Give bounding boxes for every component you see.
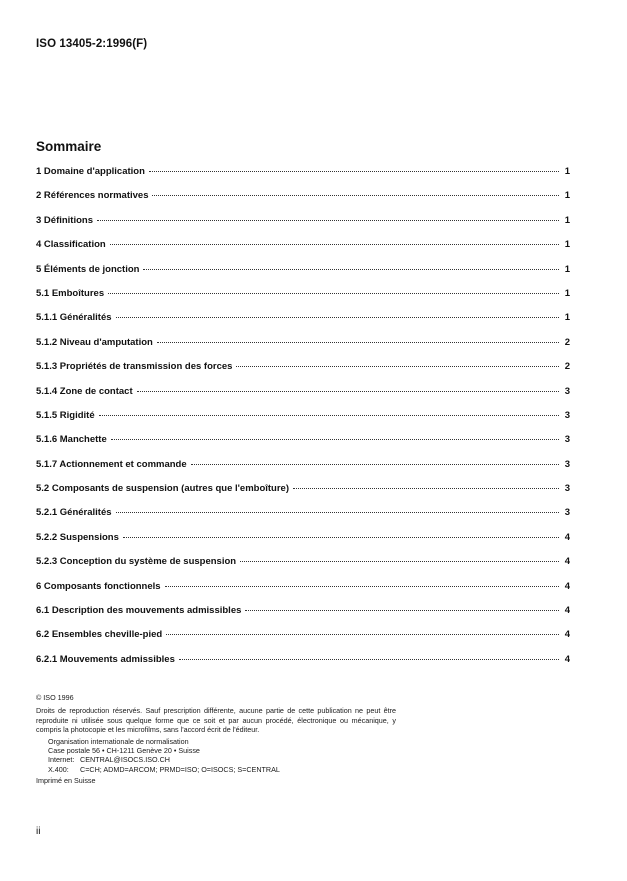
internet-row (48, 755, 396, 764)
toc-entry-page: 4 (564, 580, 570, 592)
toc-entry-label: 5.1.4 Zone de contact (36, 385, 133, 397)
rights-notice: Droits de reproduction réservés. Sauf prescription différente, aucune partie de cette publication ne peut être reproduite ni utilisée sous quelque forme que ce soit et par aucun procédé, électronique ou mécanique, y compris la photocopie et les microfilms, sans l'accord écrit de l'éditeur. (36, 706, 396, 735)
toc-dot-leader (293, 488, 559, 489)
toc-dot-leader (116, 512, 559, 513)
toc-entry[interactable] (36, 190, 570, 214)
toc-entry[interactable] (36, 459, 570, 483)
toc-entry-page: 3 (564, 483, 570, 495)
toc-entry[interactable] (36, 581, 570, 605)
toc-entry[interactable] (36, 337, 570, 361)
toc-entry-label: 5.1 Emboîtures (36, 287, 105, 299)
toc-dot-leader (157, 342, 559, 343)
toc-entry[interactable] (36, 410, 570, 434)
organisation-name: Organisation internationale de normalisation (48, 736, 189, 746)
toc-entry-label: 5.2 Composants de suspension (autres que l'emboîture) (36, 483, 290, 495)
toc-entry[interactable] (36, 166, 570, 190)
toc-entry[interactable] (36, 264, 570, 288)
toc-entry-label: 6 Composants fonctionnels (36, 580, 161, 592)
toc-entry-label: 5.1.6 Manchette (36, 434, 107, 446)
toc-dot-leader (143, 269, 559, 270)
toc-dot-leader (108, 293, 559, 294)
toc-dot-leader (111, 439, 559, 440)
toc-entry-label: 4 Classification (36, 239, 106, 251)
toc-entry-label: 5.2.1 Généralités (36, 507, 112, 519)
toc-dot-leader (165, 586, 559, 587)
toc-dot-leader (123, 537, 559, 538)
document-id: ISO 13405-2:1996(F) (36, 38, 148, 50)
toc-dot-leader (110, 244, 559, 245)
toc-dot-leader (166, 634, 559, 635)
toc-entry[interactable] (36, 556, 570, 580)
toc-entry-label: 3 Définitions (36, 214, 94, 226)
copyright-line: © ISO 1996 (36, 693, 74, 702)
toc-entry-page: 1 (564, 312, 570, 324)
x400-label: X.400: (48, 764, 69, 774)
toc-entry-page: 1 (564, 166, 570, 177)
postal-address: Case postale 56 • CH-1211 Genève 20 • Suisse (48, 746, 200, 756)
toc-entry-label: 5.1.7 Actionnement et commande (36, 458, 187, 470)
toc-entry-label: 5.1.1 Généralités (36, 312, 112, 324)
toc-entry[interactable] (36, 605, 570, 629)
toc-entry[interactable] (36, 654, 570, 678)
toc-title: Sommaire (36, 139, 102, 154)
toc-entry[interactable] (36, 386, 570, 410)
toc-dot-leader (245, 610, 559, 611)
toc-entry[interactable] (36, 629, 570, 653)
toc-entry-page: 1 (564, 263, 570, 275)
toc-dot-leader (137, 391, 559, 392)
publisher-contact (48, 737, 396, 775)
toc-entry[interactable] (36, 507, 570, 531)
toc-entry[interactable] (36, 288, 570, 312)
toc-dot-leader (191, 464, 559, 465)
toc-dot-leader (152, 195, 559, 196)
toc-entry-page: 2 (564, 336, 570, 348)
toc-entry-label: 6.1 Description des mouvements admissibles (36, 605, 242, 617)
toc-entry-page: 2 (564, 361, 570, 373)
toc-entry-page: 4 (564, 531, 570, 543)
toc-entry-page: 1 (564, 190, 570, 202)
toc-entry-page: 3 (564, 458, 570, 470)
toc-dot-leader (236, 366, 559, 367)
toc-entry[interactable] (36, 361, 570, 385)
toc-entry-label: 6.2.1 Mouvements admissibles (36, 653, 175, 665)
toc-entry-label: 5.1.2 Niveau d'amputation (36, 336, 153, 348)
toc-entry-page: 3 (564, 434, 570, 446)
toc-dot-leader (97, 220, 559, 221)
toc-entry-page: 4 (564, 605, 570, 617)
toc-dot-leader (116, 317, 559, 318)
toc-entry[interactable] (36, 434, 570, 458)
toc-entry-label: 5.2.2 Suspensions (36, 531, 119, 543)
toc-dot-leader (240, 561, 559, 562)
toc-entry[interactable] (36, 483, 570, 507)
x400-row (48, 765, 396, 774)
printed-in: Imprimé en Suisse (36, 776, 96, 786)
toc-entry-page: 1 (564, 287, 570, 299)
toc-entry-page: 3 (564, 385, 570, 397)
toc-entry-label: 2 Références normatives (36, 190, 149, 202)
toc-entry-page: 3 (564, 409, 570, 421)
toc-entry-page: 1 (564, 239, 570, 251)
toc-entry-label: 1 Domaine d'application (36, 166, 145, 177)
toc-entry-page: 4 (564, 653, 570, 665)
toc-dot-leader (179, 659, 559, 660)
toc-entry-page: 3 (564, 507, 570, 519)
page-number: ii (36, 826, 41, 837)
toc-entry-label: 5.1.5 Rigidité (36, 409, 95, 421)
toc-entry-label: 5 Éléments de jonction (36, 263, 140, 275)
toc-entry[interactable] (36, 532, 570, 556)
internet-address: CENTRAL@ISOCS.ISO.CH (80, 755, 170, 765)
toc-entry-label: 5.2.3 Conception du système de suspension (36, 556, 237, 568)
toc-entry-page: 4 (564, 556, 570, 568)
toc-entry-page: 4 (564, 629, 570, 641)
toc-entry-page: 1 (564, 214, 570, 226)
toc-entry[interactable] (36, 312, 570, 336)
toc-entry-label: 5.1.3 Propriétés de transmission des forces (36, 361, 233, 373)
toc-dot-leader (149, 171, 559, 172)
table-of-contents (36, 166, 570, 678)
x400-address: C=CH; ADMD=ARCOM; PRMD=ISO; O=ISOCS; S=CENTRAL (80, 764, 280, 774)
toc-entry[interactable] (36, 239, 570, 263)
toc-dot-leader (99, 415, 559, 416)
internet-label: Internet: (48, 755, 75, 765)
toc-entry-label: 6.2 Ensembles cheville-pied (36, 629, 163, 641)
toc-entry[interactable] (36, 215, 570, 239)
copyright-block (36, 693, 396, 786)
